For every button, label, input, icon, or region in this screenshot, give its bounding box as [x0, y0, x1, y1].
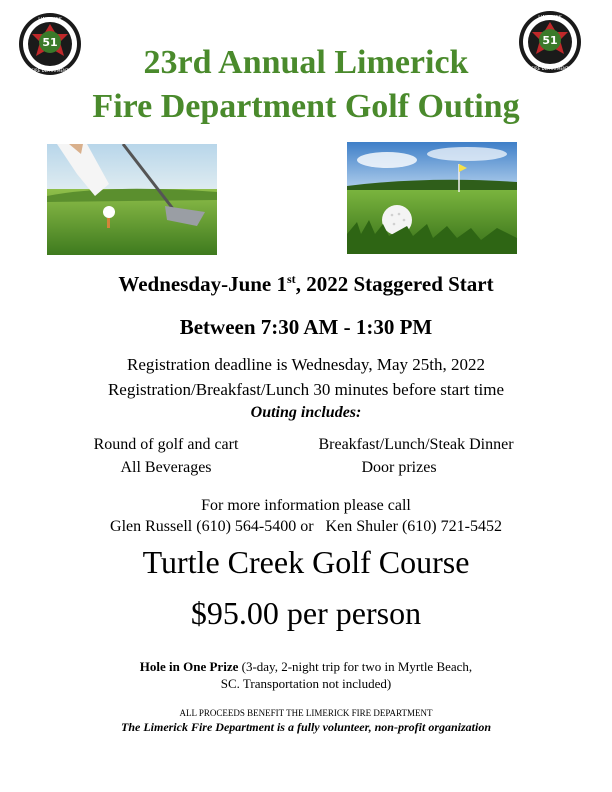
svg-text:FIRE DEPARTMENT: FIRE DEPARTMENT: [31, 68, 69, 73]
include-item-golf-cart: Round of golf and cart: [93, 436, 239, 453]
prize-detail-1: (3-day, 2-night trip for two in Myrtle Beach,: [238, 659, 473, 674]
proceeds-note: ALL PROCEEDS BENEFIT THE LIMERICK FIRE DEPARTMENT: [179, 708, 433, 718]
outing-includes-heading: Outing includes:: [250, 404, 362, 421]
title-line-1: 23rd Annual Limerick: [143, 44, 469, 81]
registration-deadline: Registration deadline is Wednesday, May 25th, 2022: [127, 355, 485, 374]
title-line-2: Fire Department Golf Outing: [92, 88, 520, 125]
include-item-meals: Breakfast/Lunch/Steak Dinner: [318, 436, 514, 453]
svg-text:LIMERICK: LIMERICK: [38, 17, 62, 23]
volunteer-note: The Limerick Fire Department is a fully volunteer, non-profit organization: [120, 720, 492, 734]
svg-text:51: 51: [542, 34, 558, 47]
include-item-door-prizes: Door prizes: [361, 459, 437, 476]
hole-in-one-prize: [0, 658, 612, 692]
contact-phones: Glen Russell (610) 564-5400 or Ken Shuler (610) 721-5452: [110, 518, 502, 535]
golf-ball-photo: [347, 142, 517, 254]
course-name: Turtle Creek Golf Course: [142, 544, 470, 580]
svg-text:LIMERICK: LIMERICK: [538, 15, 562, 21]
event-time: Between 7:30 AM - 1:30 PM: [179, 315, 433, 339]
include-item-beverages: All Beverages: [120, 459, 212, 476]
event-date: [0, 272, 612, 297]
golfer-tee-photo: [47, 144, 217, 255]
svg-text:51: 51: [42, 36, 58, 49]
prize-label: Hole in One Prize: [139, 659, 239, 674]
prize-detail-2: SC. Transportation not included): [220, 676, 392, 691]
svg-text:FIRE DEPARTMENT: FIRE DEPARTMENT: [531, 66, 569, 71]
event-date-suffix: st: [287, 272, 296, 286]
price: $95.00 per person: [190, 595, 422, 631]
registration-timing: Registration/Breakfast/Lunch 30 minutes before start time: [107, 380, 505, 399]
event-date-main: Wednesday-June 1: [118, 272, 288, 296]
event-date-rest: , 2022 Staggered Start: [295, 272, 494, 296]
contact-intro: For more information please call: [201, 497, 411, 514]
